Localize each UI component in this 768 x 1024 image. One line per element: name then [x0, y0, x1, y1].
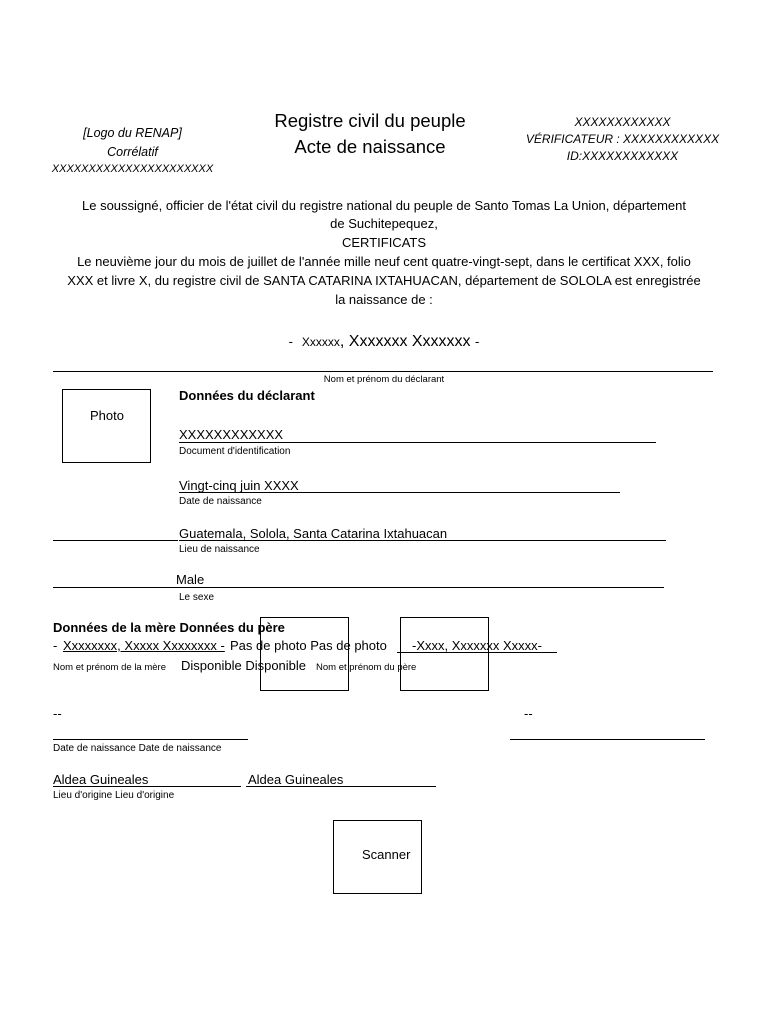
- name-underline: [53, 371, 713, 372]
- name-dash-left: -: [288, 334, 293, 349]
- person-name: [20, 333, 748, 351]
- birth-place-label: Lieu de naissance: [179, 544, 260, 555]
- correlatif-value: XXXXXXXXXXXXXXXXXXXXXX: [51, 163, 214, 175]
- name-dash-right: -: [475, 334, 480, 349]
- birth-place-line: [179, 540, 666, 541]
- father-origin-line: [246, 786, 436, 787]
- id-document-label: Document d'identification: [179, 446, 291, 457]
- birth-date-value: Vingt-cinq juin XXXX: [179, 478, 299, 493]
- birth-date-labels: Date de naissance Date de naissance: [53, 743, 222, 754]
- sex-value: Male: [176, 572, 205, 587]
- intro-line-1: Le soussigné, officier de l'état civil du registre national du peuple de Santo Tomas La Union, département: [82, 198, 686, 213]
- sex-label: Le sexe: [179, 592, 215, 603]
- declarant-heading: Données du déclarant: [179, 388, 315, 403]
- intro-line-3: CERTIFICATS: [341, 235, 427, 250]
- father-name: -Xxxx, Xxxxxxx Xxxxx-: [412, 638, 543, 653]
- birth-place-line-left: [53, 540, 178, 541]
- mother-name: Xxxxxxxx, Xxxxx Xxxxxxxx -: [63, 638, 225, 653]
- document-title: Registre civil du peuple: [274, 110, 466, 131]
- reference-code: XXXXXXXXXXXX: [574, 115, 671, 129]
- logo-placeholder: [Logo du RENAP]: [83, 126, 182, 140]
- birth-place-value: Guatemala, Solola, Santa Catarina Ixtahuacan: [179, 526, 448, 541]
- origin-labels: Lieu d'origine Lieu d'origine: [53, 790, 175, 801]
- mother-birth-dash: --: [53, 706, 62, 721]
- correlatif-label: Corrélatif: [107, 145, 158, 159]
- id-document-value: XXXXXXXXXXXX: [179, 427, 284, 442]
- name-caption: Nom et prénom du déclarant: [323, 374, 445, 385]
- person-first-name: Xxxxxx: [301, 335, 340, 349]
- parents-row-dash: -: [53, 638, 58, 653]
- father-origin: Aldea Guineales: [248, 772, 344, 787]
- intro-line-4: Le neuvième jour du mois de juillet de l'année mille neuf cent quatre-vingt-sept, dans le certificat XXX, folio: [77, 254, 691, 269]
- verifier-code: VÉRIFICATEUR : XXXXXXXXXXXX: [525, 132, 720, 146]
- intro-line-2: de Suchitepequez,: [330, 216, 438, 231]
- id-document-line: [179, 442, 656, 443]
- birth-date-label: Date de naissance: [179, 496, 262, 507]
- no-photo-text: Pas de photo Pas de photo: [230, 638, 387, 653]
- intro-line-5: XXX et livre X, du registre civil de SANTA CATARINA IXTAHUACAN, département de SOLOLA est enregistrée: [67, 273, 701, 288]
- mother-origin-line: [53, 786, 241, 787]
- photo-box: [62, 389, 151, 463]
- father-name-label: Nom et prénom du père: [316, 662, 417, 673]
- mother-birth-line: [53, 739, 248, 740]
- mother-name-label: Nom et prénom de la mère: [53, 662, 166, 673]
- person-last-names: , Xxxxxxx Xxxxxxx: [339, 333, 471, 350]
- id-code: ID:XXXXXXXXXXXX: [566, 149, 679, 163]
- father-birth-dash: --: [524, 706, 533, 721]
- photo-label: Photo: [90, 408, 124, 423]
- document-subtitle: Acte de naissance: [294, 136, 446, 157]
- mother-photo-box: [260, 617, 349, 691]
- sex-line: [53, 587, 664, 588]
- available-text: Disponible Disponible: [181, 658, 307, 673]
- father-photo-box: [400, 617, 489, 691]
- scanner-label: Scanner: [362, 847, 411, 862]
- intro-line-6: la naissance de :: [335, 292, 433, 307]
- birth-date-line: [179, 492, 620, 493]
- mother-origin: Aldea Guineales: [53, 772, 149, 787]
- parents-heading: Données de la mère Données du père: [53, 620, 285, 635]
- father-birth-line: [510, 739, 705, 740]
